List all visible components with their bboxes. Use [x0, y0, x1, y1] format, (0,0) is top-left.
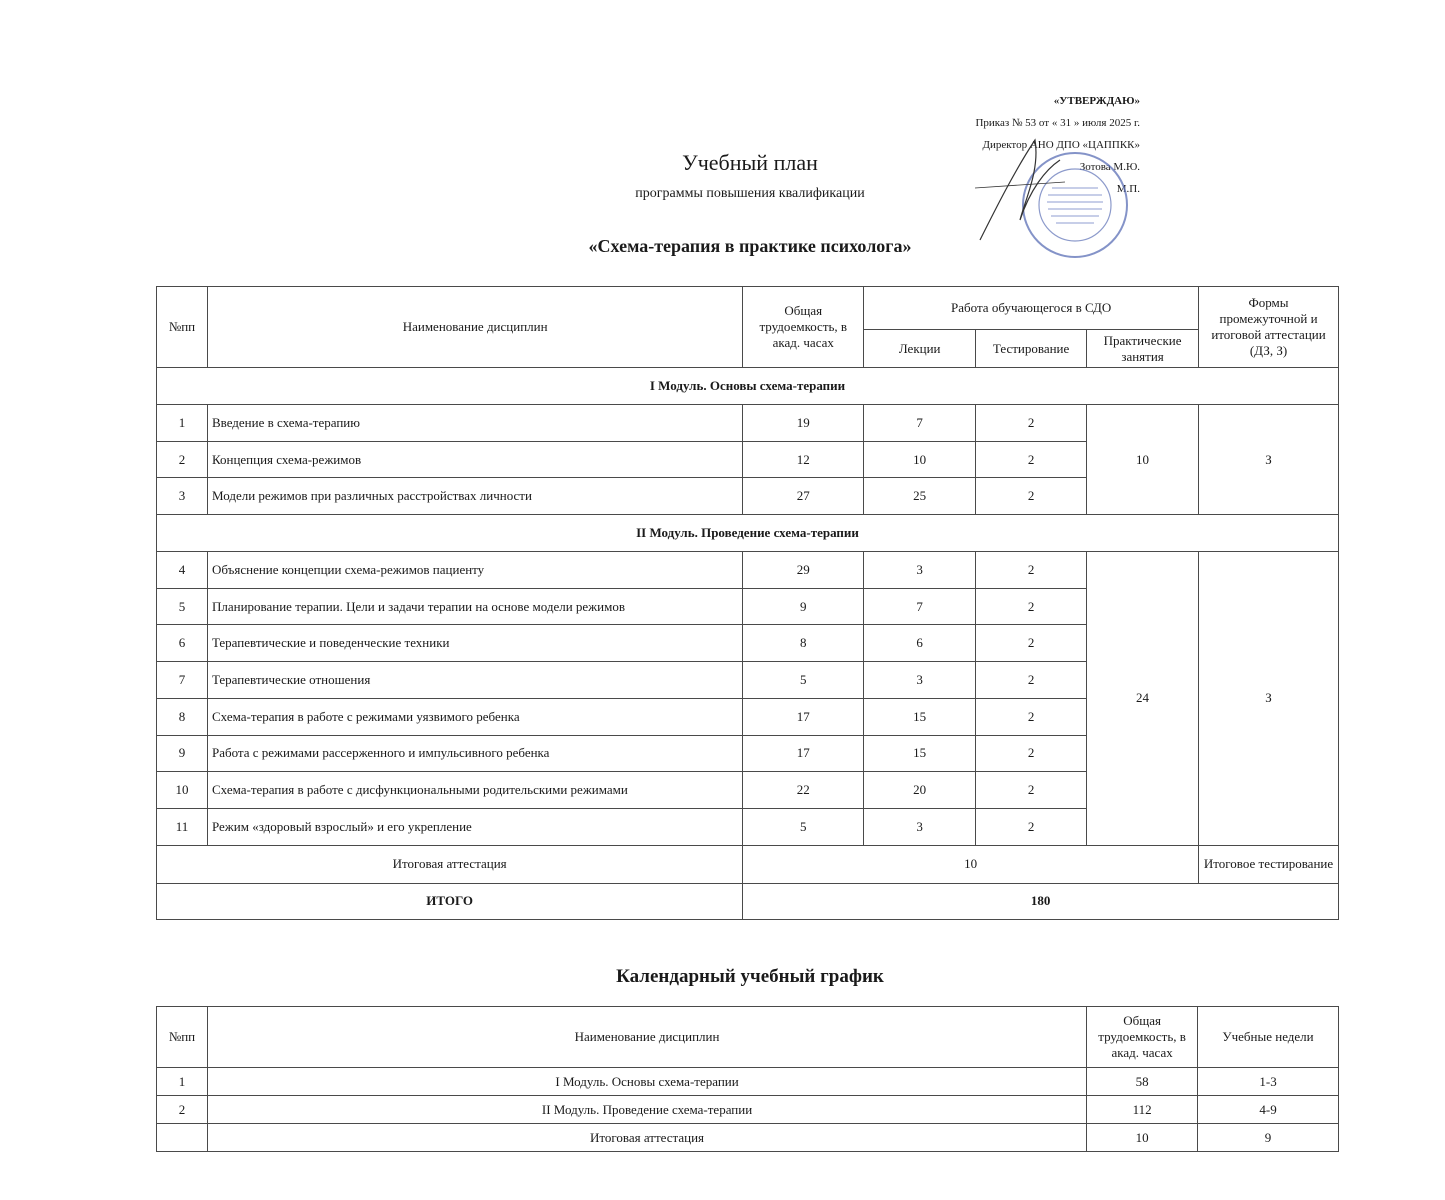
row-lectures: 15: [864, 698, 976, 735]
cal-col-num: №пп: [157, 1007, 208, 1068]
row-testing: 2: [976, 478, 1087, 515]
row-num: 3: [157, 478, 208, 515]
cal-row-name: Итоговая аттестация: [207, 1124, 1086, 1152]
row-name: Модели режимов при различных расстройствах личности: [207, 478, 742, 515]
col-testing: Тестирование: [976, 330, 1087, 368]
row-testing: 2: [976, 698, 1087, 735]
cal-col-weeks: Учебные недели: [1198, 1007, 1339, 1068]
module-form: З: [1199, 552, 1339, 846]
row-total: 12: [743, 441, 864, 478]
row-num: 6: [157, 625, 208, 662]
col-forms: Формы промежуточной и итоговой аттестации (ДЗ, З): [1199, 287, 1339, 368]
row-num: 11: [157, 808, 208, 845]
row-num: 4: [157, 552, 208, 589]
row-lectures: 3: [864, 662, 976, 699]
row-testing: 2: [976, 662, 1087, 699]
cal-row-num: 1: [157, 1068, 208, 1096]
row-testing: 2: [976, 808, 1087, 845]
row-name: Работа с режимами рассерженного и импульсивного ребенка: [207, 735, 742, 772]
final-attestation-form: Итоговое тестирование: [1199, 845, 1339, 883]
row-lectures: 7: [864, 588, 976, 625]
calendar-table: [156, 1006, 1339, 1152]
row-name: Введение в схема-терапию: [207, 405, 742, 442]
row-total: 9: [743, 588, 864, 625]
col-lectures: Лекции: [864, 330, 976, 368]
cal-row-total: 10: [1087, 1124, 1198, 1152]
row-name: Планирование терапии. Цели и задачи терапии на основе модели режимов: [207, 588, 742, 625]
final-attestation-label: Итоговая аттестация: [157, 845, 743, 883]
page-subtitle: программы повышения квалификации: [635, 186, 865, 201]
cal-row-weeks: 1-3: [1198, 1068, 1339, 1096]
row-lectures: 10: [864, 441, 976, 478]
row-total: 22: [743, 772, 864, 809]
approval-seal-label: М.П.: [1116, 183, 1140, 195]
col-num: №пп: [157, 287, 208, 368]
row-testing: 2: [976, 772, 1087, 809]
cal-col-total: Общая трудоемкость, в акад. часах: [1087, 1007, 1198, 1068]
col-practice: Практические занятия: [1087, 330, 1199, 368]
col-sdo: Работа обучающегося в СДО: [864, 287, 1199, 330]
cal-row-num: [157, 1124, 208, 1152]
row-num: 5: [157, 588, 208, 625]
final-attestation-hours: 10: [743, 845, 1199, 883]
cal-row-num: 2: [157, 1096, 208, 1124]
row-name: Схема-терапия в работе с режимами уязвимого ребенка: [207, 698, 742, 735]
row-total: 17: [743, 698, 864, 735]
row-num: 10: [157, 772, 208, 809]
row-num: 7: [157, 662, 208, 699]
row-total: 19: [743, 405, 864, 442]
row-name: Режим «здоровый взрослый» и его укрепление: [207, 808, 742, 845]
row-lectures: 20: [864, 772, 976, 809]
row-total: 5: [743, 662, 864, 699]
row-lectures: 3: [864, 808, 976, 845]
row-lectures: 7: [864, 405, 976, 442]
row-testing: 2: [976, 405, 1087, 442]
row-total: 17: [743, 735, 864, 772]
row-name: Терапевтические и поведенческие техники: [207, 625, 742, 662]
row-lectures: 6: [864, 625, 976, 662]
row-testing: 2: [976, 552, 1087, 589]
row-total: 27: [743, 478, 864, 515]
page-title: Учебный план: [682, 150, 818, 175]
row-num: 1: [157, 405, 208, 442]
row-name: Объяснение концепции схема-режимов пациенту: [207, 552, 742, 589]
row-num: 8: [157, 698, 208, 735]
row-lectures: 25: [864, 478, 976, 515]
module-practice: 24: [1087, 552, 1199, 846]
cal-col-name: Наименование дисциплин: [207, 1007, 1086, 1068]
total-label: ИТОГО: [157, 883, 743, 919]
row-name: Терапевтические отношения: [207, 662, 742, 699]
row-testing: 2: [976, 735, 1087, 772]
cal-row-weeks: 9: [1198, 1124, 1339, 1152]
row-name: Концепция схема-режимов: [207, 441, 742, 478]
module-title: II Модуль. Проведение схема-терапии: [157, 515, 1339, 552]
row-total: 8: [743, 625, 864, 662]
approval-order: Приказ № 53 от « 31 » июля 2025 г.: [975, 117, 1140, 129]
cal-row-name: II Модуль. Проведение схема-терапии: [207, 1096, 1086, 1124]
module-title: I Модуль. Основы схема-терапии: [157, 368, 1339, 405]
cal-row-total: 58: [1087, 1068, 1198, 1096]
row-testing: 2: [976, 625, 1087, 662]
module-form: З: [1199, 405, 1339, 515]
row-name: Схема-терапия в работе с дисфункциональными родительскими режимами: [207, 772, 742, 809]
row-num: 2: [157, 441, 208, 478]
cal-row-total: 112: [1087, 1096, 1198, 1124]
cal-row-weeks: 4-9: [1198, 1096, 1339, 1124]
col-total: Общая трудоемкость, в акад. часах: [743, 287, 864, 368]
row-lectures: 15: [864, 735, 976, 772]
module-practice: 10: [1087, 405, 1199, 515]
total-hours: 180: [743, 883, 1339, 919]
curriculum-table: [156, 286, 1339, 920]
row-lectures: 3: [864, 552, 976, 589]
calendar-title: Календарный учебный график: [616, 966, 884, 987]
approval-name: Зотова М.Ю.: [1079, 161, 1140, 173]
program-title: «Схема-терапия в практике психолога»: [588, 236, 912, 256]
approval-heading: «УТВЕРЖДАЮ»: [1053, 95, 1140, 107]
row-total: 5: [743, 808, 864, 845]
col-name: Наименование дисциплин: [207, 287, 742, 368]
row-total: 29: [743, 552, 864, 589]
row-testing: 2: [976, 588, 1087, 625]
approval-position: Директор АНО ДПО «ЦАППКК»: [982, 139, 1140, 151]
row-num: 9: [157, 735, 208, 772]
row-testing: 2: [976, 441, 1087, 478]
cal-row-name: I Модуль. Основы схема-терапии: [207, 1068, 1086, 1096]
